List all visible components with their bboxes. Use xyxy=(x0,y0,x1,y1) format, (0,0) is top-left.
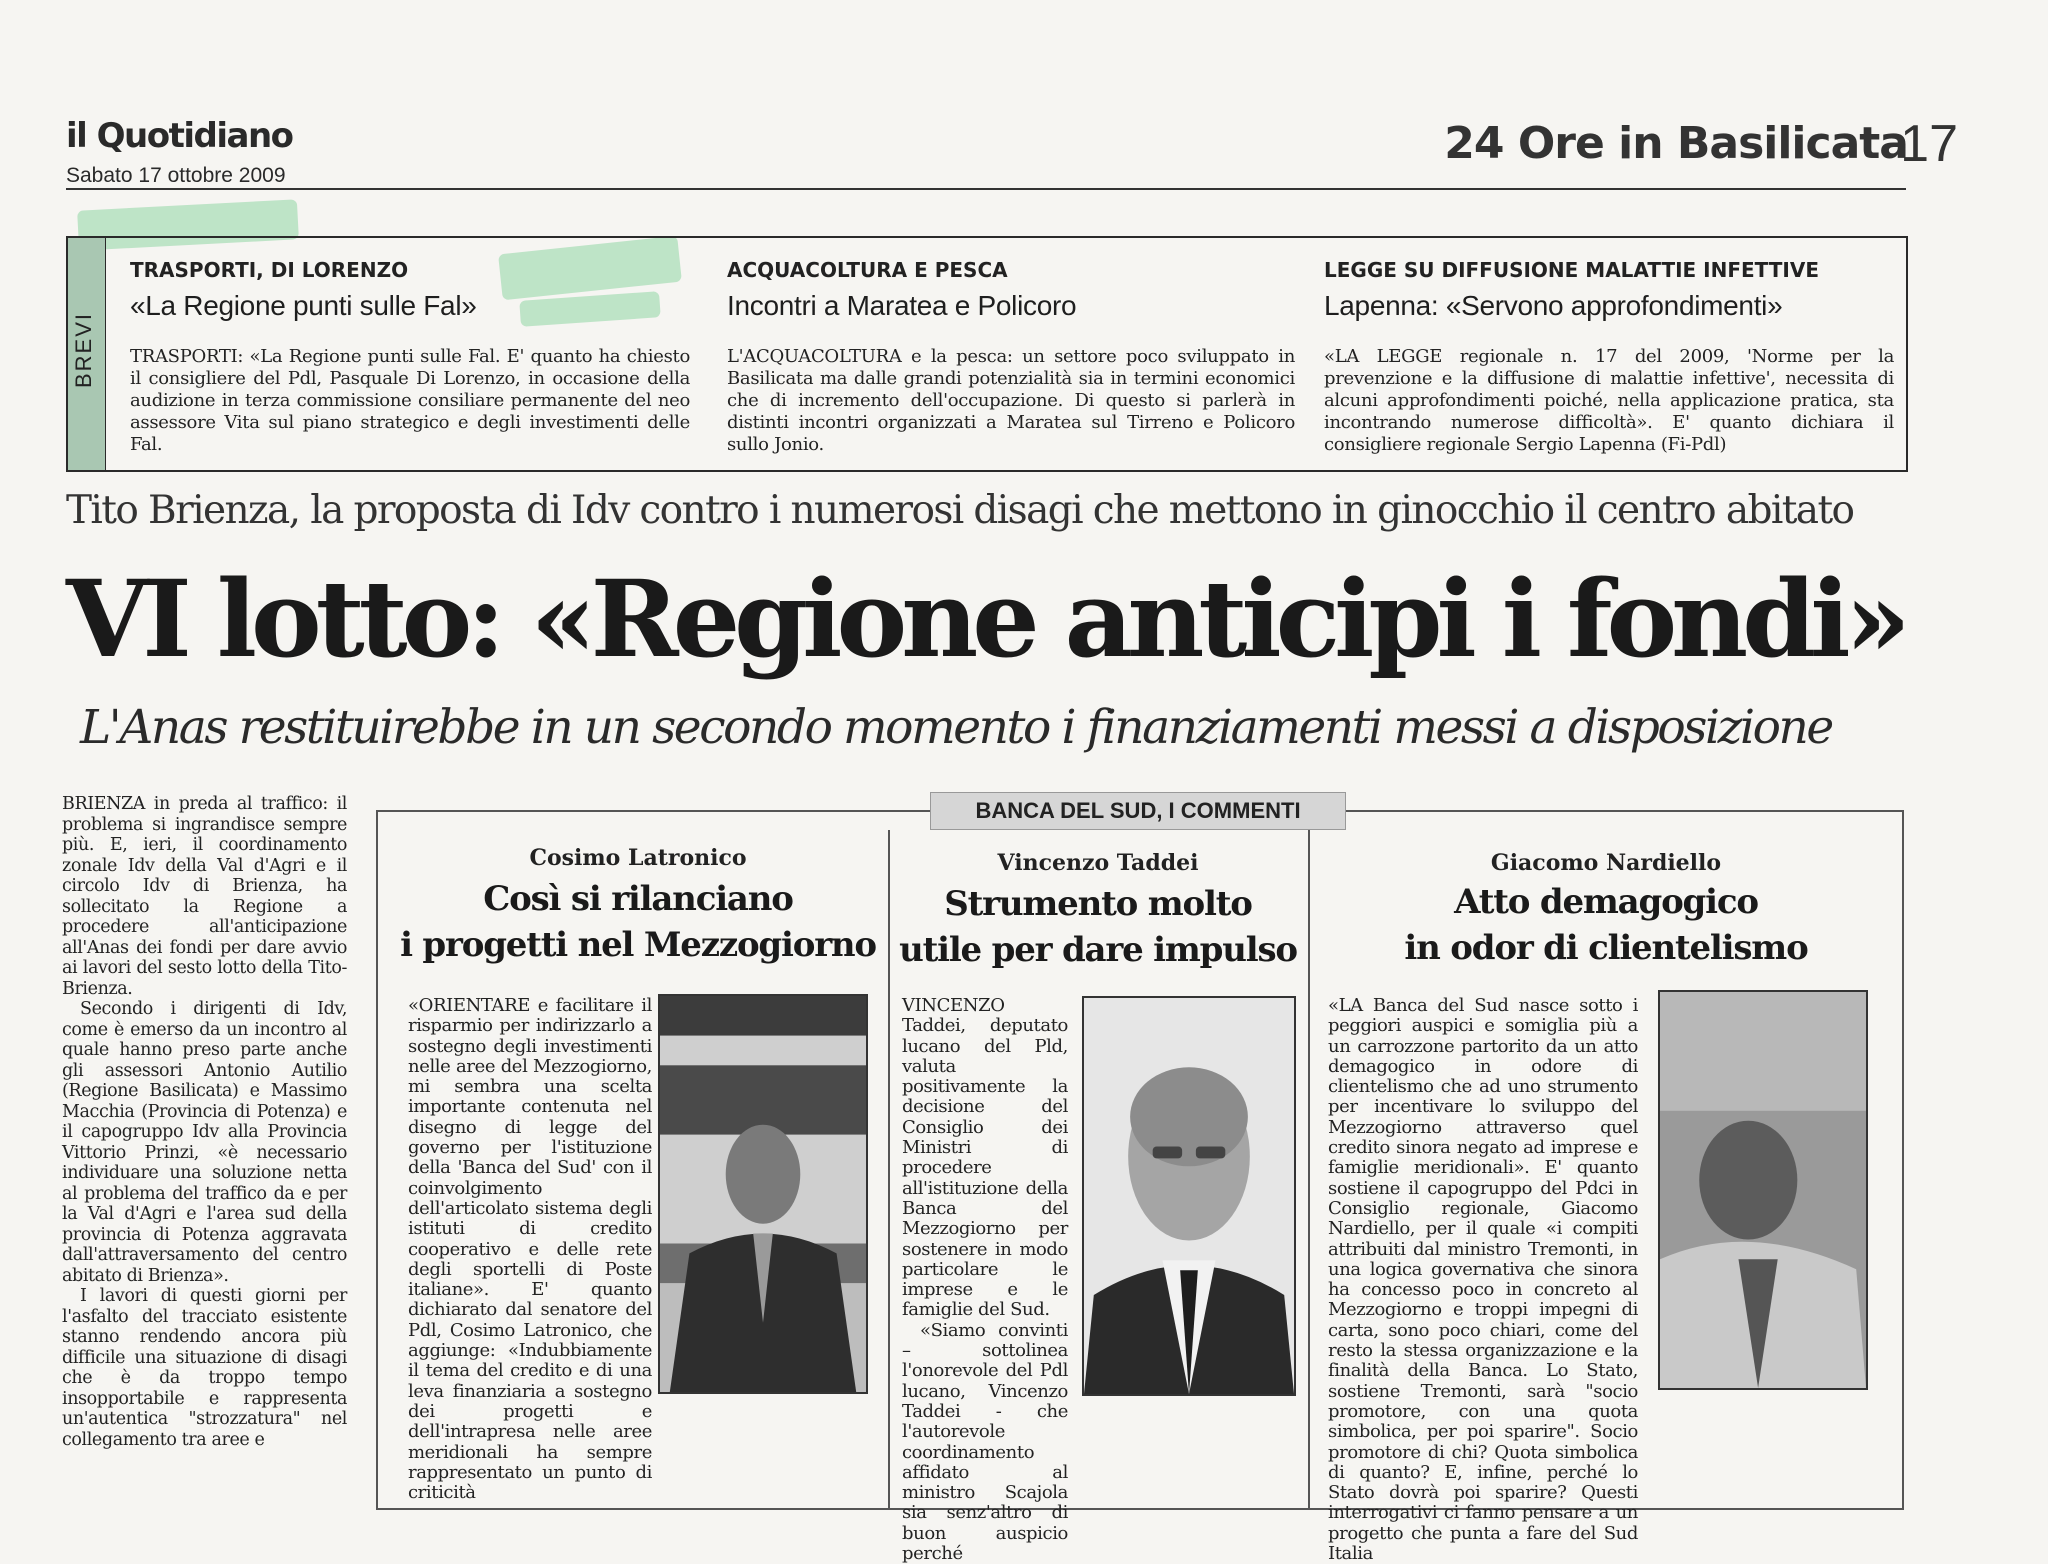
comment-body xyxy=(1328,996,1638,1564)
comment-title xyxy=(1316,879,1896,971)
page-number: 17 xyxy=(1900,115,1958,173)
brief-body: TRASPORTI: «La Regione punti sulle Fal. E' quanto ha chiesto il consigliere del Pdl, Pasquale Di Lorenzo, in occasione della audizione in terza commissione consiliare permanente del neo assessore Vita sul piano strategico e degli investimenti delle Fal. xyxy=(130,346,690,455)
column-divider xyxy=(888,830,890,1510)
comment-title-line: Strumento molto xyxy=(944,884,1252,924)
comment-paragraph: «LA Banca del Sud nasce sotto i peggiori auspici e somiglia più a un carrozzone partorito da un atto demagogico in odore di clientelismo che ad uno strumento per incentivare lo sviluppo del Mezzogiorno attraverso quel credito sinora negato ad imprese e famiglie meridionali». E' quanto sostiene il capogruppo del Pdci in Consiglio regionale, Giacomo Nardiello, per il quale «i compiti attribuiti dal ministro Tremonti, in una logica governativa che sinora ha concesso poco in concreto al Mezzogiorno e troppi impegni di carta, sono poco chiari, come del resto la stessa organizzazione e la finalità della Banca. Lo Stato, sostiene Tremonti, sarà "socio promotore, con una quota simbolica, per poi sparire". Socio promotore di chi? Quota simbolica di quanto? E, infine, perché lo Stato dovrà poi sparire? Questi interrogativi ci fanno pensare a un progetto che punta a fare del Sud Italia xyxy=(1328,995,1638,1564)
comment-title-line: i progetti nel Mezzogiorno xyxy=(400,925,876,965)
portrait-photo xyxy=(1658,990,1868,1390)
portrait-photo xyxy=(1082,996,1296,1396)
section-title: 24 Ore in Basilicata xyxy=(1444,118,1908,169)
article-headline: VI lotto: «Regione anticipi i fondi» xyxy=(66,556,1905,681)
brief-kicker: LEGGE SU DIFFUSIONE MALATTIE INFETTIVE xyxy=(1324,258,1819,282)
comment-author: Giacomo Nardiello xyxy=(1490,850,1722,876)
comment-paragraph: «Siamo convinti – sottolinea l'onorevole del Pdl lucano, Vincenzo Taddei - che l'autorevole coordinamento affidato al ministro Scajola sia senz'altro di buon auspicio perché xyxy=(902,1319,1068,1564)
article-paragraph: Secondo i dirigenti di Idv, come è emerso da un incontro al quale hanno preso parte anche gli assessori Antonio Autilio (Regione Basilicata) e Massimo Macchia (Provincia di Potenza) e il capogruppo Idv alla Provincia Vittorio Prinzi, «è necessario individuare una soluzione netta al problema del traffico da e per la Val d'Agri e l'area sud della provincia di Potenza aggravata dall'attraversamento del centro abitato di Brienza». xyxy=(62,999,347,1286)
brief-item xyxy=(1324,258,1894,456)
brief-body: L'ACQUACOLTURA e la pesca: un settore poco sviluppato in Basilicata ma dalle grandi potenzialità sia in termini economici che di incremento dell'occupazione. Di questo si parlerà in distinti incontri organizzati a Maratea sul Tirreno e Policoro sullo Jonio. xyxy=(727,346,1295,455)
article-overline: Tito Brienza, la proposta di Idv contro i numerosi disagi che mettono in ginocchio il centro abitato xyxy=(66,488,1854,533)
masthead-rule xyxy=(66,188,1906,190)
comment-body xyxy=(408,996,652,1503)
brief-item xyxy=(130,258,690,456)
comment-author: Cosimo Latronico xyxy=(529,845,747,871)
issue-date: Sabato 17 ottobre 2009 xyxy=(66,164,286,187)
brief-kicker: TRASPORTI, DI LORENZO xyxy=(130,258,409,282)
comment-title xyxy=(396,876,880,968)
comments-label: BANCA DEL SUD, I COMMENTI xyxy=(930,792,1346,830)
portrait-photo xyxy=(658,994,868,1394)
comment-title-line: in odor di clientelismo xyxy=(1404,928,1808,968)
briefs-label: BREVI xyxy=(71,311,96,388)
comment-title-line: utile per dare impulso xyxy=(899,930,1297,970)
article-paragraph: BRIENZA in preda al traffico: il problema si ingrandisce sempre più. E, ieri, il coordinamento zonale Idv della Val d'Agri e il circolo Idv di Brienza, ha sollecitato la Regione a procedere all'anticipazione all'Anas dei fondi per dare avvio ai lavori del sesto lotto della Tito-Brienza. xyxy=(62,794,347,999)
comment-title-line: Atto demagogico xyxy=(1454,882,1758,922)
newspaper-logo: il Quotidiano xyxy=(66,116,293,156)
brief-headline: «La Regione punti sulle Fal» xyxy=(130,290,477,321)
brief-headline: Lapenna: «Servono approfondimenti» xyxy=(1324,290,1783,321)
comment-title-line: Così si rilanciano xyxy=(483,879,793,919)
comment-title xyxy=(896,881,1300,973)
brief-headline: Incontri a Maratea e Policoro xyxy=(727,290,1077,321)
comment-author: Vincenzo Taddei xyxy=(997,850,1199,876)
brief-kicker: ACQUACOLTURA E PESCA xyxy=(727,258,1008,282)
brief-body: «LA LEGGE regionale n. 17 del 2009, 'Norme per la prevenzione e la diffusione di malattie infettive', necessita di alcuni approfondimenti poiché, nella applicazione pratica, sta incontrando numerose difficoltà». E' quanto dichiara il consigliere regionale Sergio Lapenna (Fi-Pdl) xyxy=(1324,346,1894,455)
comment-paragraph: «ORIENTARE e facilitare il risparmio per indirizzarlo a sostegno degli investimenti nelle aree del Mezzogiorno, mi sembra una scelta importante contenuta nel disegno di legge del governo per l'istituzione della 'Banca del Sud' con il coinvolgimento dell'articolato sistema degli istituti di credito cooperativo e delle rete degli sportelli di Poste italiane». E' quanto dichiarato dal senatore del Pdl, Cosimo Latronico, che aggiunge: «Indubbiamente il tema del credito e di una leva finanziaria a sostegno dei progetti e dell'intrapresa nelle aree meridionali ha sempre rappresentato un punto di criticità xyxy=(408,995,652,1504)
column-divider xyxy=(1308,830,1310,1510)
article-paragraph: I lavori di questi giorni per l'asfalto del tracciato esistente stanno rendendo ancora più difficile una situazione di disagi che è da troppo tempo insopportabile e rappresenta un'autentica "strozzatura" nel collegamento tra aree e xyxy=(62,1286,347,1450)
article-subheadline: L'Anas restituirebbe in un secondo momento i finanziamenti messi a disposizione xyxy=(80,700,1832,755)
comment-body xyxy=(902,996,1068,1564)
article-body xyxy=(62,794,347,1450)
brief-item xyxy=(727,258,1295,456)
comment-paragraph: VINCENZO Taddei, deputato lucano del Pld, valuta positivamente la decisione del Consiglio dei Ministri di procedere all'istituzione della Banca del Mezzogiorno per sostenere in modo particolare le imprese e le famiglie del Sud. xyxy=(902,995,1068,1321)
